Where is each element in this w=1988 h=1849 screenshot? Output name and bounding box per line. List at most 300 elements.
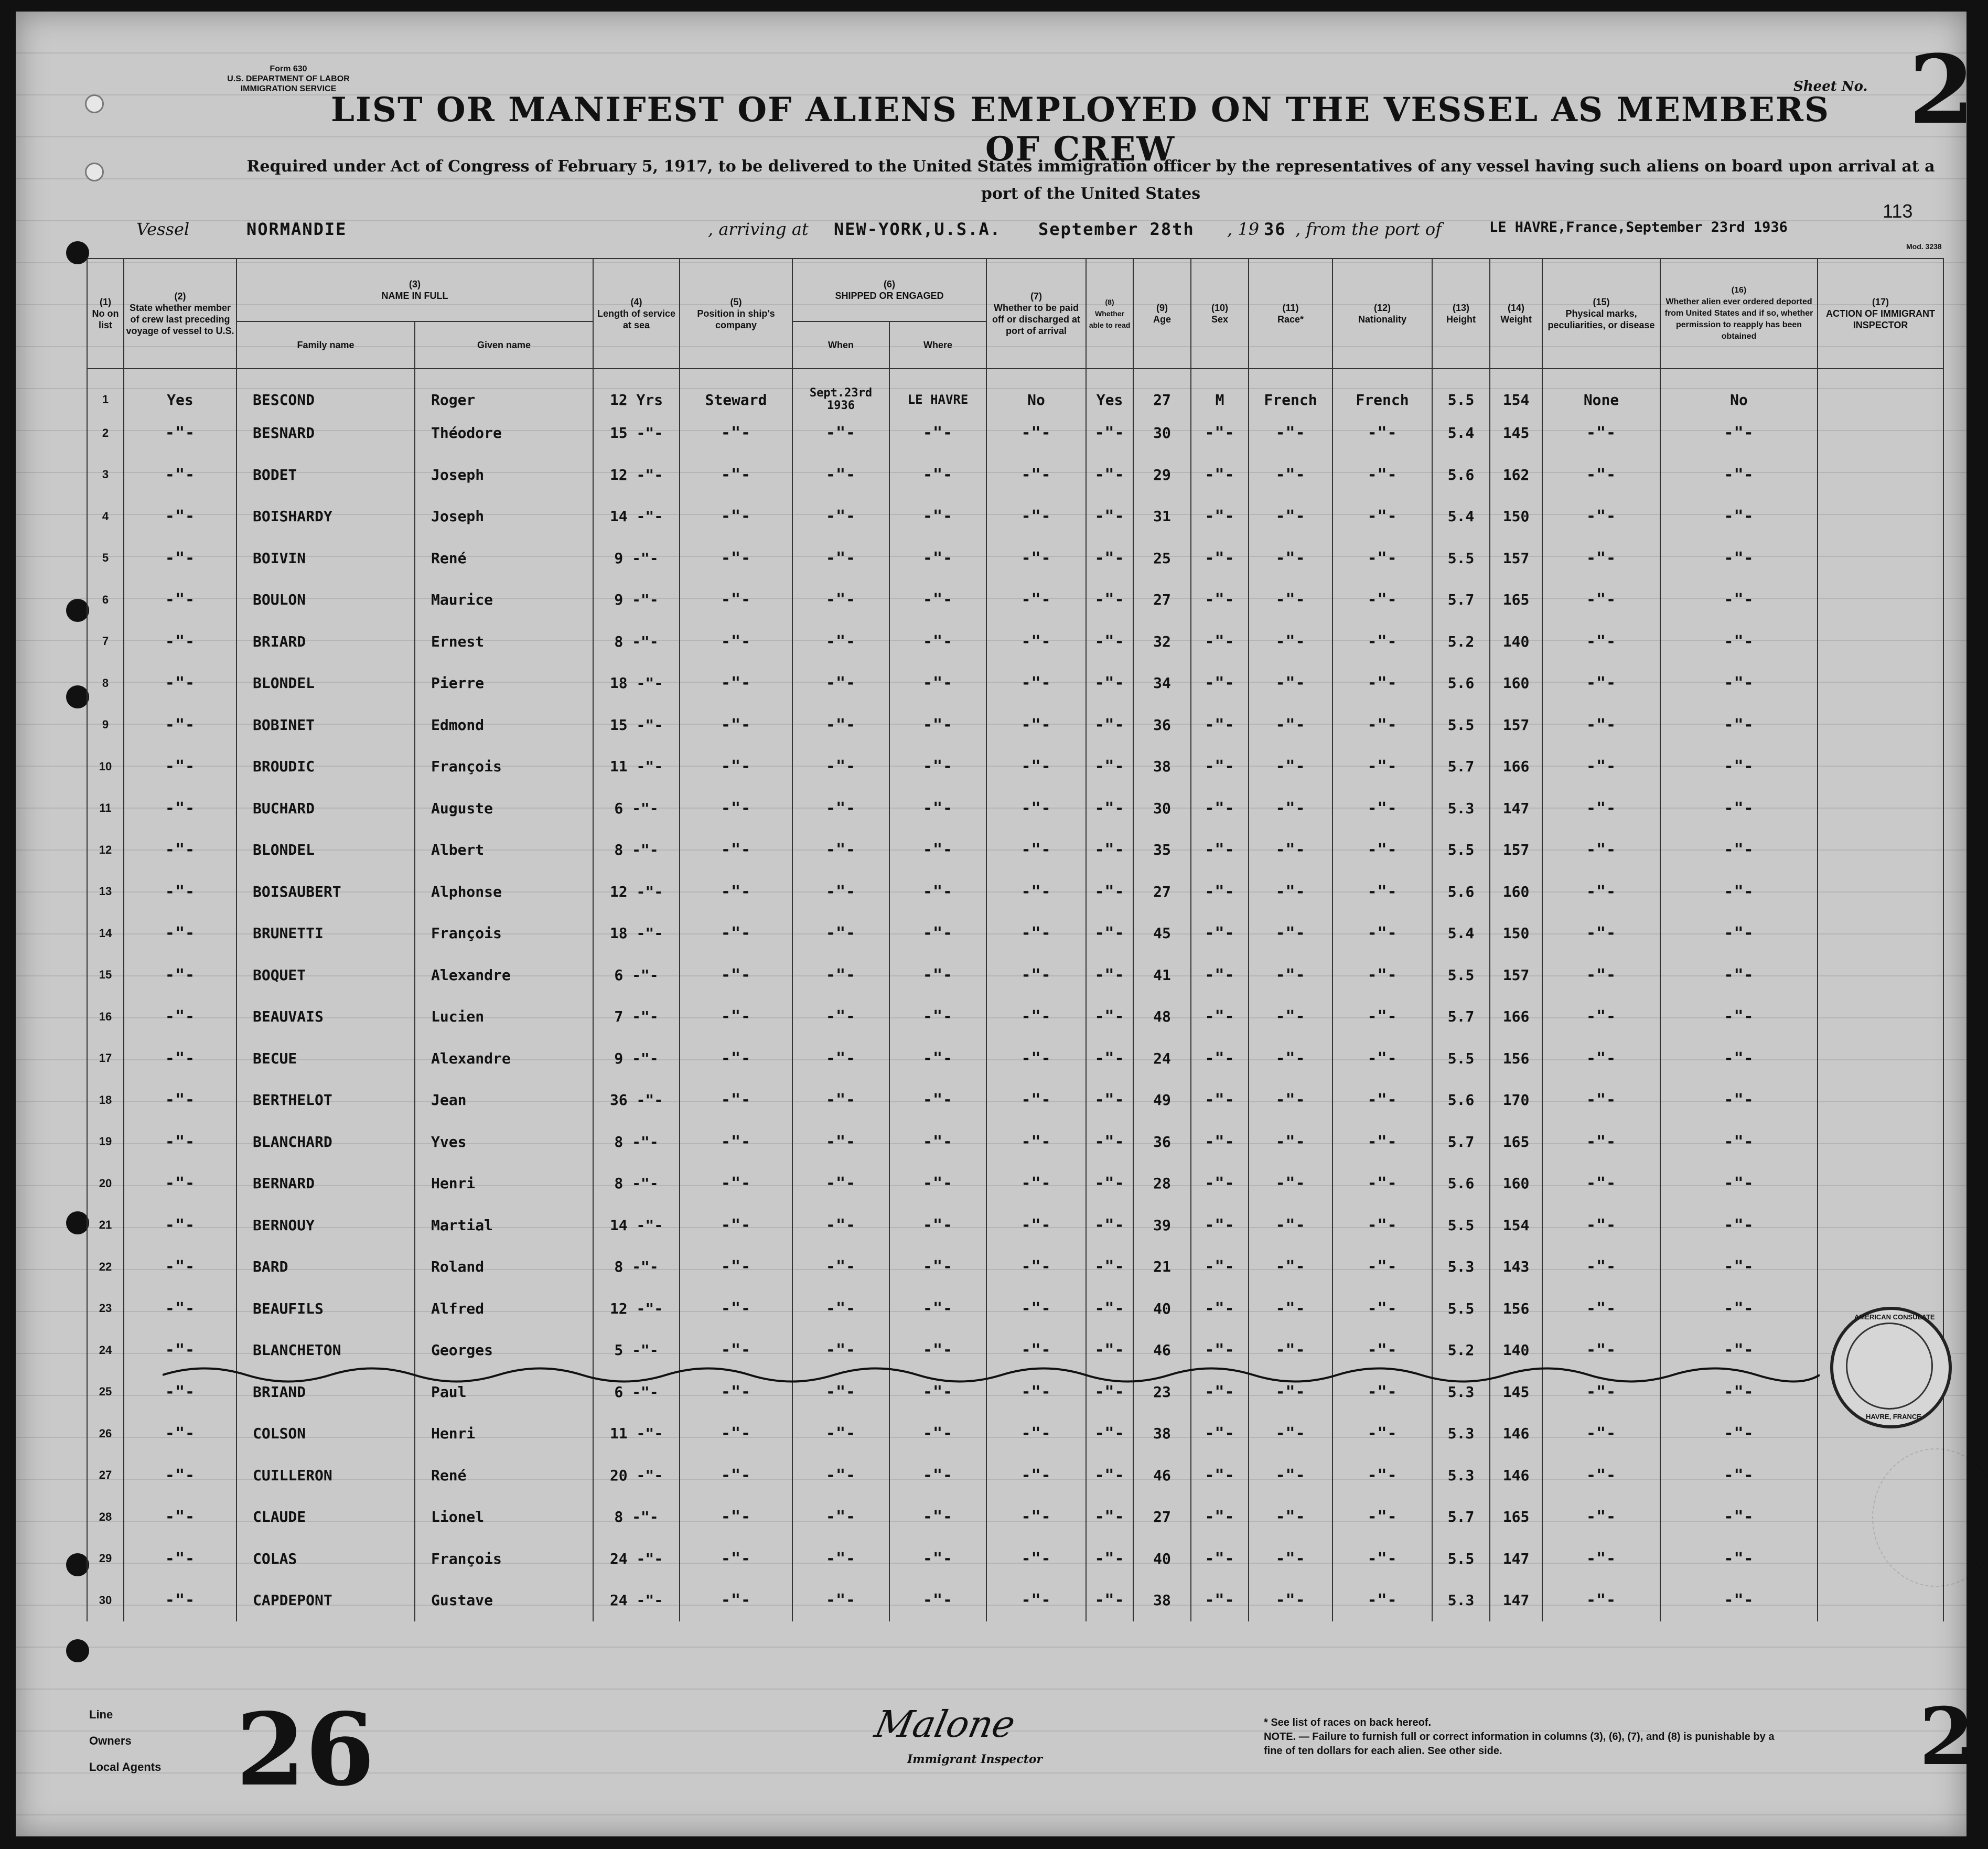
shipped-where-cell: -"- [889, 1579, 986, 1621]
age-cell: 38 [1133, 1413, 1191, 1455]
action-cell [1818, 1163, 1943, 1205]
family-name-cell: BLANCHARD [237, 1121, 415, 1163]
weight-cell: 165 [1490, 1496, 1542, 1538]
service-cell: 9 -"- [593, 1038, 680, 1080]
action-cell [1818, 579, 1943, 621]
row-number: 8 [87, 662, 124, 704]
deported-cell: -"- [1660, 996, 1818, 1038]
sex-cell: -"- [1191, 1079, 1249, 1121]
action-cell [1818, 704, 1943, 746]
shipped-where-cell: -"- [889, 1079, 986, 1121]
row-number: 15 [87, 954, 124, 996]
position-cell: -"- [680, 1496, 792, 1538]
nationality-cell: -"- [1333, 954, 1432, 996]
table-row [87, 1288, 1943, 1330]
shipped-when-cell: -"- [792, 1579, 889, 1621]
nationality-cell: -"- [1333, 746, 1432, 788]
family-name-cell: BRIARD [237, 621, 415, 663]
age-cell: 36 [1133, 1121, 1191, 1163]
service-cell: 12 -"- [593, 1288, 680, 1330]
col-header-race: (11) Race* [1249, 259, 1333, 369]
shipped-where-cell: -"- [889, 1121, 986, 1163]
position-cell: -"- [680, 538, 792, 579]
race-cell: French [1249, 369, 1333, 412]
deported-cell: -"- [1660, 1288, 1818, 1330]
race-cell: -"- [1249, 1579, 1333, 1621]
read-cell: -"- [1086, 912, 1133, 954]
height-cell: 5.5 [1432, 829, 1490, 871]
shipped-when-cell: -"- [792, 1038, 889, 1080]
year-label: , 19 [1227, 219, 1260, 239]
marks-cell: -"- [1542, 1329, 1660, 1371]
service-cell: 7 -"- [593, 996, 680, 1038]
service-cell: 12 Yrs [593, 369, 680, 412]
read-cell: -"- [1086, 788, 1133, 830]
table-row [87, 369, 1943, 412]
read-cell: -"- [1086, 579, 1133, 621]
member-cell: -"- [124, 996, 237, 1038]
height-cell: 5.5 [1432, 369, 1490, 412]
weight-cell: 157 [1490, 954, 1542, 996]
table-row [87, 1455, 1943, 1497]
race-cell: -"- [1249, 954, 1333, 996]
family-name-cell: BODET [237, 454, 415, 496]
shipped-where-cell: -"- [889, 1496, 986, 1538]
age-cell: 27 [1133, 871, 1191, 913]
nationality-cell: -"- [1333, 579, 1432, 621]
race-cell: -"- [1249, 538, 1333, 579]
sex-cell: -"- [1191, 1538, 1249, 1580]
weight-cell: 150 [1490, 912, 1542, 954]
race-cell: -"- [1249, 1496, 1333, 1538]
stamp-bottom-text: HAVRE, FRANCE [1866, 1413, 1921, 1421]
nationality-cell: -"- [1333, 871, 1432, 913]
nationality-cell: French [1333, 369, 1432, 412]
position-cell: -"- [680, 1163, 792, 1205]
height-cell: 5.7 [1432, 1121, 1490, 1163]
race-cell: -"- [1249, 1163, 1333, 1205]
position-cell: -"- [680, 1246, 792, 1288]
shipped-where-cell: -"- [889, 954, 986, 996]
height-cell: 5.2 [1432, 1329, 1490, 1371]
sex-cell: -"- [1191, 412, 1249, 454]
member-cell: -"- [124, 496, 237, 538]
member-cell: Yes [124, 369, 237, 412]
nationality-cell: -"- [1333, 1288, 1432, 1330]
marks-cell: -"- [1542, 788, 1660, 830]
sex-cell: -"- [1191, 662, 1249, 704]
family-name-cell: BOIVIN [237, 538, 415, 579]
action-cell [1818, 662, 1943, 704]
table-row [87, 538, 1943, 579]
given-name-cell: Joseph [415, 454, 593, 496]
paid-off-cell: -"- [986, 1205, 1086, 1246]
height-cell: 5.4 [1432, 496, 1490, 538]
shipped-when-cell: -"- [792, 538, 889, 579]
col-header-read: (8) Whether able to read [1086, 259, 1133, 369]
deported-cell: -"- [1660, 912, 1818, 954]
family-name-cell: CAPDEPONT [237, 1579, 415, 1621]
marks-cell: None [1542, 369, 1660, 412]
paid-off-cell: -"- [986, 1246, 1086, 1288]
sex-cell: -"- [1191, 704, 1249, 746]
given-name-cell: Roland [415, 1246, 593, 1288]
deported-cell: No [1660, 369, 1818, 412]
read-cell: Yes [1086, 369, 1133, 412]
member-cell: -"- [124, 1371, 237, 1413]
age-cell: 27 [1133, 369, 1191, 412]
stamp-top-text: AMERICAN CONSULATE [1854, 1313, 1935, 1321]
family-name-cell: BLONDEL [237, 829, 415, 871]
given-name-cell: François [415, 746, 593, 788]
arrival-date: September 28th [1038, 219, 1195, 239]
race-cell: -"- [1249, 1079, 1333, 1121]
weight-cell: 143 [1490, 1246, 1542, 1288]
deported-cell: -"- [1660, 1371, 1818, 1413]
service: IMMIGRATION SERVICE [240, 84, 337, 93]
weight-cell: 156 [1490, 1038, 1542, 1080]
shipped-when-cell: -"- [792, 412, 889, 454]
marks-cell: -"- [1542, 871, 1660, 913]
table-row [87, 1496, 1943, 1538]
action-cell [1818, 1038, 1943, 1080]
age-cell: 32 [1133, 621, 1191, 663]
table-row [87, 1163, 1943, 1205]
position-cell: -"- [680, 996, 792, 1038]
given-name-cell: Théodore [415, 412, 593, 454]
action-cell [1818, 746, 1943, 788]
stamp-eagle-emblem [1846, 1323, 1933, 1410]
col-header-position: (5) Position in ship's company [680, 259, 792, 369]
shipped-where-cell: -"- [889, 704, 986, 746]
member-cell: -"- [124, 1246, 237, 1288]
action-cell [1818, 369, 1943, 412]
family-name-cell: BEAUVAIS [237, 996, 415, 1038]
service-cell: 18 -"- [593, 912, 680, 954]
action-cell [1818, 996, 1943, 1038]
read-cell: -"- [1086, 704, 1133, 746]
member-cell: -"- [124, 1455, 237, 1497]
shipped-where-cell: -"- [889, 1205, 986, 1246]
age-cell: 24 [1133, 1038, 1191, 1080]
race-cell: -"- [1249, 912, 1333, 954]
row-number: 7 [87, 621, 124, 663]
family-name-cell: BLONDEL [237, 662, 415, 704]
paid-off-cell: -"- [986, 662, 1086, 704]
action-cell [1818, 1246, 1943, 1288]
nationality-cell: -"- [1333, 1579, 1432, 1621]
age-cell: 27 [1133, 579, 1191, 621]
row-number: 30 [87, 1579, 124, 1621]
paid-off-cell: -"- [986, 412, 1086, 454]
height-cell: 5.7 [1432, 996, 1490, 1038]
position-cell: -"- [680, 621, 792, 663]
sex-cell: -"- [1191, 996, 1249, 1038]
nationality-cell: -"- [1333, 1455, 1432, 1497]
weight-cell: 166 [1490, 746, 1542, 788]
member-cell: -"- [124, 1329, 237, 1371]
read-cell: -"- [1086, 746, 1133, 788]
shipped-when-cell: -"- [792, 1455, 889, 1497]
family-name-cell: BECUE [237, 1038, 415, 1080]
row-number: 22 [87, 1246, 124, 1288]
row-number: 12 [87, 829, 124, 871]
punch-hole [66, 1553, 89, 1576]
given-name-cell: Edmond [415, 704, 593, 746]
shipped-when-cell: -"- [792, 1538, 889, 1580]
table-row [87, 746, 1943, 788]
service-cell: 14 -"- [593, 1205, 680, 1246]
read-cell: -"- [1086, 1496, 1133, 1538]
arriving-port: NEW-YORK,U.S.A. [834, 219, 1001, 239]
row-number: 17 [87, 1038, 124, 1080]
shipped-when-cell: -"- [792, 1371, 889, 1413]
marks-cell: -"- [1542, 1371, 1660, 1413]
weight-cell: 146 [1490, 1455, 1542, 1497]
given-name-cell: Joseph [415, 496, 593, 538]
shipped-when-cell: -"- [792, 1121, 889, 1163]
height-cell: 5.3 [1432, 1371, 1490, 1413]
age-cell: 30 [1133, 788, 1191, 830]
nationality-cell: -"- [1333, 996, 1432, 1038]
weight-cell: 140 [1490, 1329, 1542, 1371]
table-row [87, 1205, 1943, 1246]
shipped-where-cell: -"- [889, 662, 986, 704]
weight-cell: 166 [1490, 996, 1542, 1038]
height-cell: 5.3 [1432, 1579, 1490, 1621]
weight-cell: 165 [1490, 579, 1542, 621]
given-name-cell: Alexandre [415, 1038, 593, 1080]
marks-cell: -"- [1542, 1079, 1660, 1121]
age-cell: 25 [1133, 538, 1191, 579]
paid-off-cell: -"- [986, 912, 1086, 954]
position-cell: -"- [680, 1079, 792, 1121]
age-cell: 31 [1133, 496, 1191, 538]
member-cell: -"- [124, 954, 237, 996]
marks-cell: -"- [1542, 579, 1660, 621]
shipped-where-cell: -"- [889, 746, 986, 788]
position-cell: -"- [680, 1121, 792, 1163]
member-cell: -"- [124, 412, 237, 454]
position-cell: -"- [680, 788, 792, 830]
departure-port: LE HAVRE,France,September 23rd 1936 [1489, 219, 1788, 235]
given-name-cell: Alphonse [415, 871, 593, 913]
service-cell: 20 -"- [593, 1455, 680, 1497]
marks-cell: -"- [1542, 746, 1660, 788]
shipped-when-cell: -"- [792, 788, 889, 830]
age-cell: 35 [1133, 829, 1191, 871]
sex-cell: -"- [1191, 621, 1249, 663]
col-header-family-name: Family name [237, 321, 415, 369]
deported-cell: -"- [1660, 1121, 1818, 1163]
shipped-where-cell: -"- [889, 1246, 986, 1288]
col-header-name: (3) NAME IN FULL [237, 259, 593, 321]
height-cell: 5.3 [1432, 1455, 1490, 1497]
punch-hole [85, 163, 104, 181]
height-cell: 5.5 [1432, 1205, 1490, 1246]
sex-cell: -"- [1191, 454, 1249, 496]
paid-off-cell: -"- [986, 1538, 1086, 1580]
service-cell: 15 -"- [593, 704, 680, 746]
read-cell: -"- [1086, 662, 1133, 704]
paid-off-cell: -"- [986, 1163, 1086, 1205]
note-text: — Failure to furnish full or correct information in columns (3), (6), (7), and (8) is punishable by a fine of ten dollars for each alien. See other side. [1264, 1731, 1775, 1757]
vessel-name: NORMANDIE [246, 219, 347, 239]
nationality-cell: -"- [1333, 1538, 1432, 1580]
paid-off-cell: -"- [986, 829, 1086, 871]
read-cell: -"- [1086, 496, 1133, 538]
row-number: 4 [87, 496, 124, 538]
sheet-label: Sheet No. [1793, 79, 1868, 94]
punch-hole [85, 94, 104, 113]
from-label: , from the port of [1295, 219, 1442, 239]
shipped-where-cell: -"- [889, 1371, 986, 1413]
table-row [87, 496, 1943, 538]
age-cell: 39 [1133, 1205, 1191, 1246]
given-name-cell: Alfred [415, 1288, 593, 1330]
punch-hole [66, 241, 89, 264]
weight-cell: 154 [1490, 369, 1542, 412]
height-cell: 5.3 [1432, 788, 1490, 830]
shipped-where-cell: -"- [889, 412, 986, 454]
shipped-where-cell: LE HAVRE [889, 369, 986, 412]
position-cell: -"- [680, 1205, 792, 1246]
service-cell: 6 -"- [593, 954, 680, 996]
table-row [87, 621, 1943, 663]
given-name-cell: Lionel [415, 1496, 593, 1538]
weight-cell: 162 [1490, 454, 1542, 496]
height-cell: 5.6 [1432, 1163, 1490, 1205]
given-name-cell: Paul [415, 1371, 593, 1413]
paid-off-cell: No [986, 369, 1086, 412]
deported-cell: -"- [1660, 496, 1818, 538]
table-row [87, 662, 1943, 704]
marks-cell: -"- [1542, 912, 1660, 954]
deported-cell: -"- [1660, 1413, 1818, 1455]
table-row [87, 788, 1943, 830]
given-name-cell: Auguste [415, 788, 593, 830]
local-agents-label: Local Agents [89, 1760, 162, 1773]
table-row [87, 1413, 1943, 1455]
race-cell: -"- [1249, 1538, 1333, 1580]
action-cell [1818, 912, 1943, 954]
paid-off-cell: -"- [986, 1038, 1086, 1080]
service-cell: 36 -"- [593, 1079, 680, 1121]
height-cell: 5.5 [1432, 1288, 1490, 1330]
age-cell: 45 [1133, 912, 1191, 954]
shipped-where-cell: -"- [889, 621, 986, 663]
paid-off-cell: -"- [986, 1579, 1086, 1621]
shipped-where-cell: -"- [889, 1538, 986, 1580]
family-name-cell: BEAUFILS [237, 1288, 415, 1330]
col-header-height: (13) Height [1432, 259, 1490, 369]
weight-cell: 154 [1490, 1205, 1542, 1246]
member-cell: -"- [124, 579, 237, 621]
service-cell: 18 -"- [593, 662, 680, 704]
footnote [1264, 1716, 1788, 1758]
service-cell: 6 -"- [593, 1371, 680, 1413]
age-cell: 34 [1133, 662, 1191, 704]
shipped-when-cell: -"- [792, 621, 889, 663]
age-cell: 30 [1133, 412, 1191, 454]
shipped-when-cell: Sept.23rd 1936 [792, 369, 889, 412]
service-cell: 24 -"- [593, 1579, 680, 1621]
height-cell: 5.5 [1432, 954, 1490, 996]
deported-cell: -"- [1660, 1455, 1818, 1497]
position-cell: -"- [680, 1288, 792, 1330]
read-cell: -"- [1086, 1455, 1133, 1497]
service-cell: 8 -"- [593, 621, 680, 663]
shipped-where-cell: -"- [889, 496, 986, 538]
col-header-nationality: (12) Nationality [1333, 259, 1432, 369]
sex-cell: -"- [1191, 579, 1249, 621]
weight-cell: 157 [1490, 829, 1542, 871]
age-cell: 21 [1133, 1246, 1191, 1288]
marks-cell: -"- [1542, 1121, 1660, 1163]
table-row [87, 912, 1943, 954]
family-name-cell: BARD [237, 1246, 415, 1288]
read-cell: -"- [1086, 1079, 1133, 1121]
col-header-when: When [792, 321, 889, 369]
race-cell: -"- [1249, 788, 1333, 830]
deported-cell: -"- [1660, 704, 1818, 746]
member-cell: -"- [124, 1163, 237, 1205]
sex-cell: -"- [1191, 912, 1249, 954]
service-cell: 24 -"- [593, 1538, 680, 1580]
paid-off-cell: -"- [986, 579, 1086, 621]
family-name-cell: CUILLERON [237, 1455, 415, 1497]
paid-off-cell: -"- [986, 496, 1086, 538]
weight-cell: 156 [1490, 1288, 1542, 1330]
service-cell: 8 -"- [593, 1163, 680, 1205]
read-cell: -"- [1086, 454, 1133, 496]
position-cell: -"- [680, 746, 792, 788]
shipped-when-cell: -"- [792, 1413, 889, 1455]
height-cell: 5.6 [1432, 871, 1490, 913]
member-cell: -"- [124, 538, 237, 579]
weight-cell: 145 [1490, 1371, 1542, 1413]
given-name-cell: François [415, 912, 593, 954]
row-number: 6 [87, 579, 124, 621]
sex-cell: -"- [1191, 538, 1249, 579]
document-subtitle: Required under Act of Congress of February 5, 1917, to be delivered to the United States immigration officer by the representatives of any vessel having such aliens on board upon arrival at a port of the United States [246, 157, 1935, 203]
sex-cell: -"- [1191, 746, 1249, 788]
height-cell: 5.7 [1432, 579, 1490, 621]
corner-number: 2 [1919, 1691, 1974, 1783]
given-name-cell: François [415, 1538, 593, 1580]
member-cell: -"- [124, 1205, 237, 1246]
sex-cell: -"- [1191, 1288, 1249, 1330]
read-cell: -"- [1086, 1038, 1133, 1080]
race-cell: -"- [1249, 1038, 1333, 1080]
vessel-line [136, 219, 1867, 245]
nationality-cell: -"- [1333, 1329, 1432, 1371]
marks-cell: -"- [1542, 496, 1660, 538]
shipped-where-cell: -"- [889, 1038, 986, 1080]
height-cell: 5.7 [1432, 746, 1490, 788]
member-cell: -"- [124, 704, 237, 746]
sex-cell: -"- [1191, 1205, 1249, 1246]
col-header-weight: (14) Weight [1490, 259, 1542, 369]
arriving-label: , arriving at [708, 219, 809, 239]
action-cell [1818, 954, 1943, 996]
deported-cell: -"- [1660, 954, 1818, 996]
read-cell: -"- [1086, 829, 1133, 871]
row-number: 16 [87, 996, 124, 1038]
marks-cell: -"- [1542, 538, 1660, 579]
marks-cell: -"- [1542, 662, 1660, 704]
weight-cell: 150 [1490, 496, 1542, 538]
